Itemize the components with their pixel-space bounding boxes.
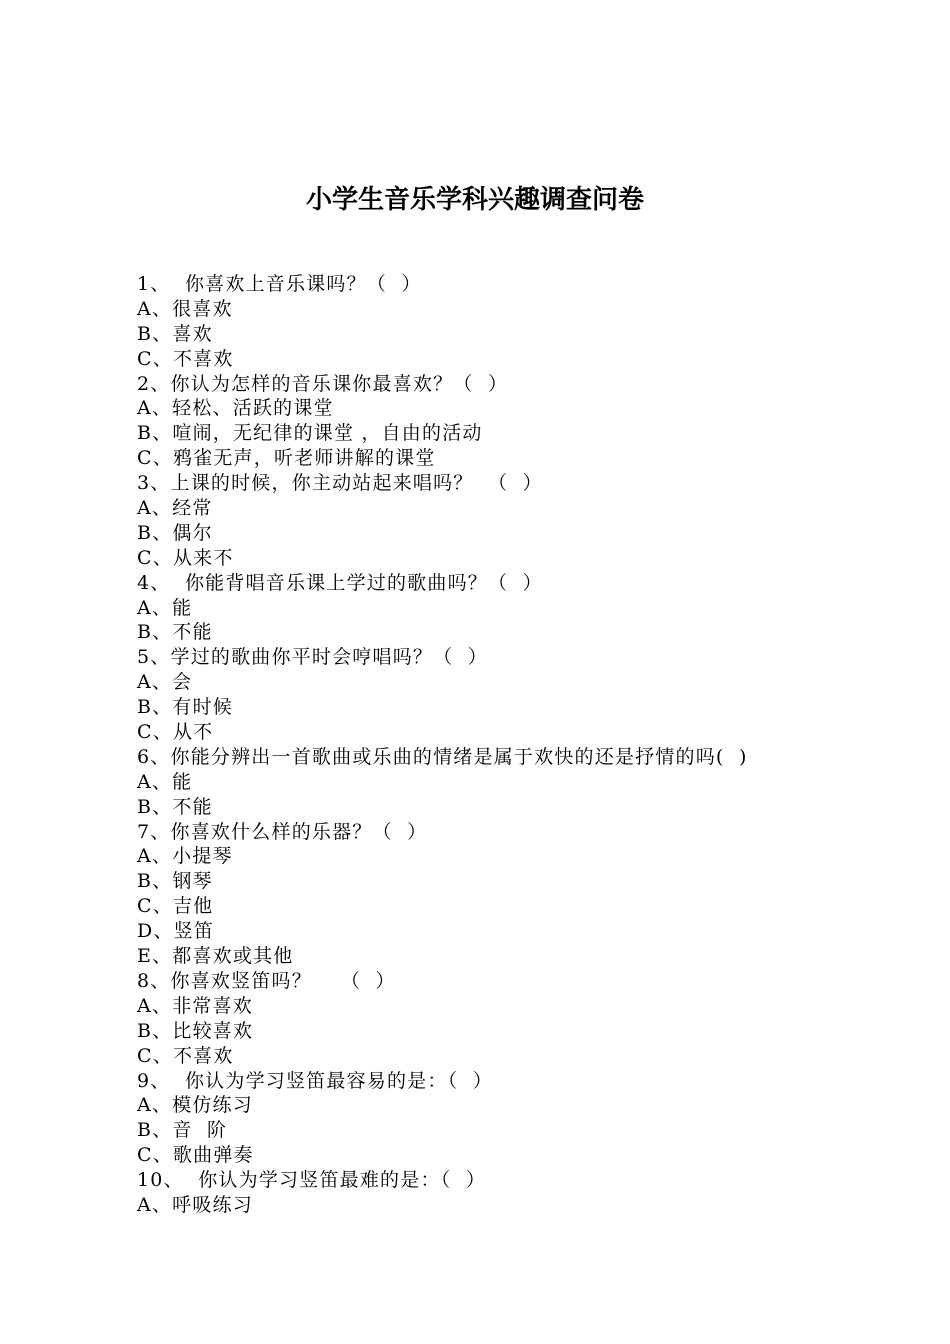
option-line: B、音 阶 bbox=[137, 1119, 228, 1142]
question-line: 7、你喜欢什么样的乐器？（ ） bbox=[137, 820, 428, 843]
question-line: 5、学过的歌曲你平时会哼唱吗？（ ） bbox=[137, 646, 488, 669]
option-line: A、模仿练习 bbox=[137, 1094, 253, 1117]
question-line: 2、你认为怎样的音乐课你最喜欢？（ ） bbox=[137, 372, 509, 395]
option-line: A、能 bbox=[137, 770, 193, 793]
option-line: B、有时候 bbox=[137, 696, 233, 719]
question-line: 1、 你喜欢上音乐课吗？（ ） bbox=[137, 273, 422, 295]
option-line: A、轻松、活跃的课堂 bbox=[137, 397, 334, 420]
option-line: B、比较喜欢 bbox=[137, 1019, 254, 1042]
option-line: C、歌曲弹奏 bbox=[137, 1144, 254, 1167]
document-title: 小学生音乐学科兴趣调查问卷 bbox=[305, 185, 644, 215]
option-line: D、竖笛 bbox=[137, 920, 215, 943]
option-line: C、从来不 bbox=[137, 546, 234, 569]
questionnaire-body bbox=[137, 272, 857, 1218]
option-line: B、喧闹，无纪律的课堂 ，自由的活动 bbox=[137, 422, 483, 445]
option-line: A、经常 bbox=[137, 497, 213, 520]
question-line: 8、你喜欢竖笛吗？ （ ） bbox=[137, 969, 396, 992]
option-line: A、非常喜欢 bbox=[137, 994, 253, 1017]
question-line: 10、 你认为学习竖笛最难的是：（ ） bbox=[137, 1169, 487, 1192]
option-line: A、能 bbox=[137, 596, 193, 619]
question-line: 4、 你能背唱音乐课上学过的歌曲吗？（ ） bbox=[137, 571, 543, 594]
option-line: A、小提琴 bbox=[137, 845, 233, 868]
question-line: 9、 你认为学习竖笛最容易的是：（ ） bbox=[137, 1069, 493, 1092]
option-line: B、不能 bbox=[137, 621, 213, 644]
option-line: C、吉他 bbox=[137, 895, 214, 918]
option-line: C、不喜欢 bbox=[137, 347, 234, 370]
option-line: A、呼吸练习 bbox=[137, 1193, 253, 1216]
question-line: 3、上课的时候，你主动站起来唱吗？ （ ） bbox=[137, 472, 543, 495]
option-line: A、会 bbox=[137, 671, 193, 694]
option-line: C、鸦雀无声，听老师讲解的课堂 bbox=[137, 447, 436, 470]
question-line: 6、你能分辨出一首歌曲或乐曲的情绪是属于欢快的还是抒情的吗( ) bbox=[137, 745, 748, 768]
option-line: B、不能 bbox=[137, 795, 213, 818]
option-line: A、很喜欢 bbox=[137, 297, 233, 320]
option-line: B、喜欢 bbox=[137, 322, 213, 345]
option-line: B、偶尔 bbox=[137, 521, 213, 544]
option-line: B、钢琴 bbox=[137, 870, 213, 893]
option-line: C、从不 bbox=[137, 721, 214, 744]
option-line: C、不喜欢 bbox=[137, 1044, 234, 1067]
option-line: E、都喜欢或其他 bbox=[137, 945, 294, 968]
